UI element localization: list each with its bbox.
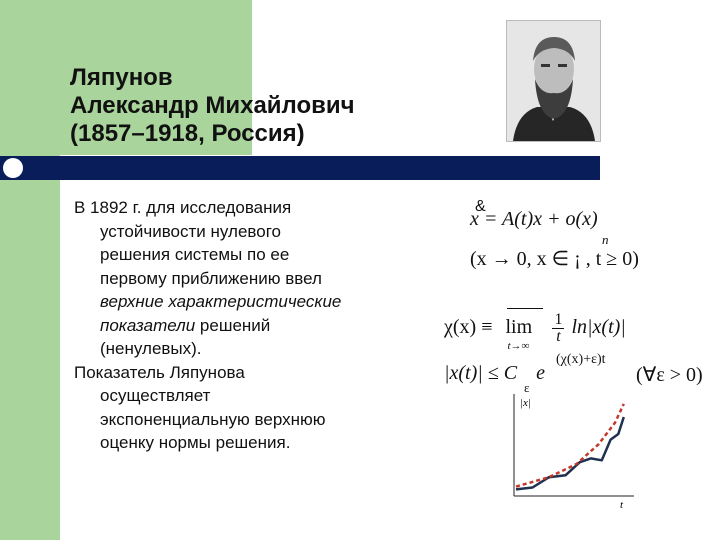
body-line: устойчивости нулевого [100, 221, 281, 241]
formula-condition: (x → 0, x ∈ ¡ , t ≥ 0) n [470, 232, 639, 270]
solution-curve [516, 417, 624, 489]
title-line: Ляпунов [70, 64, 173, 91]
formula-lyapunov-exponent: χ(x) ≡ lim t→∞ $\frac{1}{t}$ ln|x(t)| [444, 312, 626, 345]
superscript-n: n [602, 232, 609, 247]
body-line: (ненулевых). [100, 339, 202, 358]
body-line: экспоненциальную верхнюю [100, 409, 326, 429]
paragraph [74, 196, 426, 361]
formula-block [430, 200, 720, 400]
left-sidebar [0, 0, 60, 540]
limsup-bar [507, 308, 543, 309]
slide-title [70, 64, 430, 148]
portrait-icon [507, 21, 600, 141]
title-line: Александр Михайлович [70, 92, 355, 119]
body-line: В 1892 г. для исследования [74, 198, 292, 217]
body-line: показатели решений [100, 315, 271, 335]
title-line: (1857–1918, Россия) [70, 120, 305, 147]
body-text [74, 196, 426, 455]
body-line: оценку нормы решения. [100, 433, 291, 452]
body-line: Показатель Ляпунова [74, 362, 245, 382]
body-line: решения системы по ее [100, 245, 290, 264]
body-line: верхние характеристические [100, 292, 342, 311]
dot-glyph: & [475, 198, 486, 215]
portrait-photo [506, 20, 601, 142]
fraction: $\frac{1}{t}$ [554, 311, 563, 345]
paragraph [74, 361, 426, 455]
body-line: осуществляет [100, 386, 211, 405]
y-axis-label: |x| [520, 397, 531, 409]
formula-ode: x & = A(t)x + o(x) [470, 198, 598, 230]
growth-chart [500, 392, 640, 510]
divider-dot [3, 158, 23, 178]
title-divider [0, 156, 600, 180]
body-line: первому приближению ввел [100, 268, 322, 288]
chart-svg [500, 392, 640, 510]
formula-exponential-bound: |x(t)| ≤ C ε e (χ(x)+ε)t (∀ε > 0) [444, 352, 703, 395]
x-axis-label: t [620, 499, 624, 510]
